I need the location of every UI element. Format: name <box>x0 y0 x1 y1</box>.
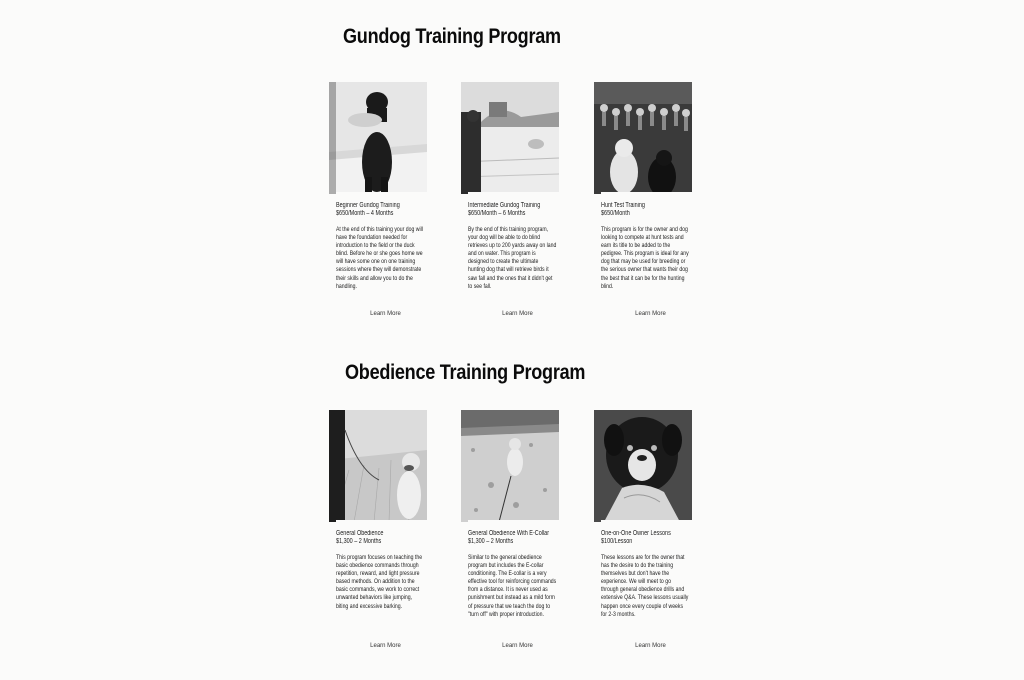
card-price: $650/Month – 6 Months <box>468 210 526 217</box>
winter-field-handler-image <box>461 82 559 194</box>
card-description: At the end of this training your dog will have the foundation needed for introduction to the field or the duck blind. Before he or she goes home we will have some one on one training sessions where they will demonstrate their skills and allow you to do the handling. <box>336 226 423 290</box>
card-description: This program is for the owner and dog looking to compete at hunt tests and earn its title to be added to the pedigree. This program is ideal for any dog that may be used for breeding or the serious owner that wants their dog the best that it can be for the hunting blind. <box>601 226 689 290</box>
program-card-general-obedience <box>329 410 429 649</box>
card-text-panel <box>601 520 694 619</box>
card-title: General Obedience With E-Collar <box>468 530 550 537</box>
program-card-owner-lessons <box>594 410 694 649</box>
card-title: Intermediate Gundog Training <box>468 202 541 209</box>
learn-more-link[interactable]: Learn More <box>635 311 666 317</box>
learn-more-link[interactable]: Learn More <box>635 643 666 649</box>
card-text-panel <box>601 192 694 291</box>
program-card-beginner-gundog <box>329 82 429 317</box>
learn-more-link[interactable]: Learn More <box>370 643 401 649</box>
card-price: $650/Month – 4 Months <box>336 210 394 217</box>
card-text-panel <box>468 192 561 291</box>
dog-in-snow-photo <box>461 410 559 522</box>
card-title: One-on-One Owner Lessons <box>601 530 671 537</box>
card-description: By the end of this training program, your dog will be able to do blind retrieves up to 200 yards away on land and on water. This program is designed to create the ultimate hunting dog that will retrieve birds it saw fall and the ones that it didn't get to see fall. <box>468 226 557 290</box>
card-price: $100/Lesson <box>601 538 633 545</box>
card-price: $1,300 – 2 Months <box>336 538 382 545</box>
card-title: Hunt Test Training <box>601 202 645 209</box>
card-price: $1,300 – 2 Months <box>468 538 514 545</box>
learn-more-link[interactable]: Learn More <box>370 311 401 317</box>
dog-in-snow-image <box>461 410 559 522</box>
dogs-with-ribbons-image <box>594 82 692 194</box>
gundog-section-title: Gundog Training Program <box>343 25 561 48</box>
dog-face-closeup-photo <box>594 410 692 522</box>
program-card-obedience-ecollar <box>461 410 561 649</box>
obedience-section-title: Obedience Training Program <box>345 361 586 384</box>
card-text-panel <box>336 192 429 291</box>
black-lab-with-bird-photo <box>329 82 427 194</box>
card-title: Beginner Gundog Training <box>336 202 400 209</box>
yellow-lab-on-leash-photo <box>329 410 427 522</box>
card-title: General Obedience <box>336 530 384 537</box>
dogs-with-ribbons-photo <box>594 82 692 194</box>
dog-face-closeup-image <box>594 410 692 522</box>
card-price: $650/Month <box>601 210 630 217</box>
card-description: These lessons are for the owner that has the desire to do the training themselves but don't have the experience. We will meet to go through general obedience drills and extensive Q&A. These lessons usually happen once every couple of weeks for 2-3 months. <box>601 554 689 618</box>
yellow-lab-on-leash-image <box>329 410 427 522</box>
program-card-intermediate-gundog <box>461 82 561 317</box>
learn-more-link[interactable]: Learn More <box>502 311 533 317</box>
learn-more-link[interactable]: Learn More <box>502 643 533 649</box>
winter-field-handler-photo <box>461 82 559 194</box>
card-description: This program focuses on teaching the basic obedience commands through repetition, reward, and light pressure based methods. On addition to the basic commands, we work to correct unwanted behaviors like jumping, biting and excessive barking. <box>336 554 423 610</box>
card-text-panel <box>336 520 429 611</box>
card-text-panel <box>468 520 561 619</box>
card-description: Similar to the general obedience program but includes the E-collar conditioning. The E-collar is a very effective tool for reinforcing commands from a distance. It is never used as punishment but instead as a mild form of pressure that we teach the dog to "turn off" with proper introduction. <box>468 554 557 618</box>
program-card-hunt-test <box>594 82 694 317</box>
black-lab-with-bird-image <box>329 82 427 194</box>
